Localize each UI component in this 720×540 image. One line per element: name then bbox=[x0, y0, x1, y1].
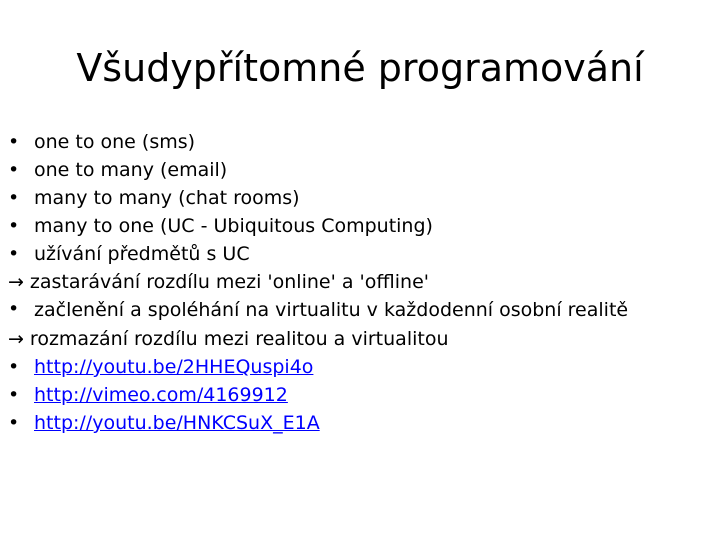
bullet-text: one to many (email) bbox=[34, 159, 228, 181]
bullet-item bbox=[8, 381, 708, 409]
slide-title: Všudypřítomné programování bbox=[76, 46, 644, 90]
arrow-text: zastarávání rozdílu mezi 'online' a 'offline' bbox=[29, 271, 429, 293]
bullet-text: many to one (UC - Ubiquitous Computing) bbox=[34, 215, 433, 237]
arrow-icon: → bbox=[8, 328, 24, 350]
bullet-list bbox=[8, 128, 708, 437]
bullet-item bbox=[8, 353, 708, 381]
bullet-item bbox=[8, 128, 708, 156]
bullet-marker: • bbox=[8, 187, 20, 209]
bullet-marker: • bbox=[8, 243, 20, 265]
arrow-item bbox=[8, 268, 708, 296]
bullet-item bbox=[8, 184, 708, 212]
bullet-item bbox=[8, 409, 708, 437]
youtube-link-2[interactable]: http://youtu.be/HNKCSuX_E1A bbox=[34, 412, 320, 434]
bullet-text: užívání předmětů s UC bbox=[34, 243, 250, 265]
bullet-item bbox=[8, 240, 708, 268]
bullet-text: začlenění a spoléhání na virtualitu v každodenní osobní realitě bbox=[34, 299, 629, 321]
bullet-item bbox=[8, 156, 708, 184]
bullet-text: many to many (chat rooms) bbox=[34, 187, 300, 209]
arrow-item bbox=[8, 325, 708, 353]
bullet-marker: • bbox=[8, 131, 20, 153]
vimeo-link[interactable]: http://vimeo.com/4169912 bbox=[34, 384, 288, 406]
arrow-icon: → bbox=[8, 271, 24, 293]
bullet-item bbox=[8, 212, 708, 240]
arrow-text: rozmazání rozdílu mezi realitou a virtualitou bbox=[29, 328, 449, 350]
youtube-link-1[interactable]: http://youtu.be/2HHEQuspi4o bbox=[34, 356, 314, 378]
bullet-marker: • bbox=[8, 384, 20, 406]
bullet-text: one to one (sms) bbox=[34, 131, 196, 153]
bullet-marker: • bbox=[8, 298, 20, 320]
bullet-marker: • bbox=[8, 159, 20, 181]
bullet-item bbox=[8, 296, 708, 325]
bullet-marker: • bbox=[8, 356, 20, 378]
bullet-marker: • bbox=[8, 215, 20, 237]
bullet-marker: • bbox=[8, 412, 20, 434]
